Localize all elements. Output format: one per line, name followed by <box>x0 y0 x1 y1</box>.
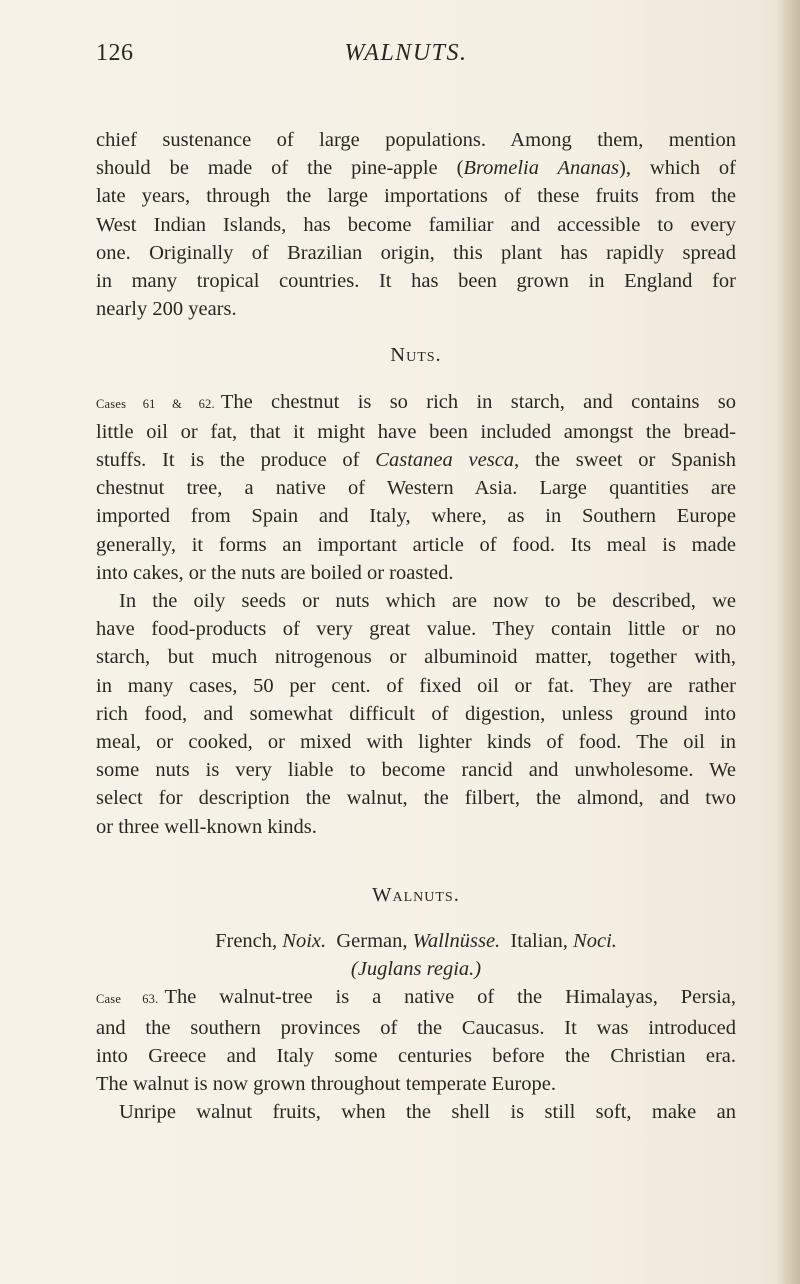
text-line: into Greece and Italy some centuries before the Christian era. <box>96 1044 736 1067</box>
text-line: In the oily seeds or nuts which are now to be described, we <box>119 590 736 613</box>
section-heading-nuts: Nuts. <box>390 344 442 367</box>
text-line: in many cases, 50 per cent. of fixed oil or fat. They are rather <box>96 674 736 697</box>
text-line: chief sustenance of large populations. Among them, mention <box>96 129 736 151</box>
text-span: The chestnut is so rich in starch, and contains so <box>220 390 736 413</box>
latin-name: Bromelia Ananas <box>463 157 620 180</box>
spacer <box>96 841 736 879</box>
french-name: Noix. <box>282 930 327 953</box>
text-line: one. Originally of Brazilian origin, this plant has rapidly spread <box>96 241 736 264</box>
text-line: nearly 200 years. <box>96 298 237 321</box>
text-line: generally, it forms an important article of food. Its meal is made <box>96 533 736 556</box>
text-line: The walnut is now grown throughout temperate Europe. <box>96 1073 556 1096</box>
latin-binomial: (Juglans regia.) <box>350 958 482 981</box>
running-title: WALNUTS. <box>344 40 468 66</box>
text-line: late years, through the large importations of these fruits from the <box>96 185 736 208</box>
latin-name: Castanea vesca, <box>375 449 520 472</box>
text-line <box>96 154 736 182</box>
text-line: imported from Spain and Italy, where, as in Southern Europe <box>96 505 736 528</box>
text-span: ), which of <box>619 157 736 180</box>
language-label: German, <box>336 930 413 953</box>
paragraph-walnut-tree <box>96 983 736 1126</box>
german-name: Wallnüsse. <box>412 930 501 953</box>
text-line <box>96 983 736 1013</box>
text-line <box>96 446 736 474</box>
case-reference: Cases 61 & 62. <box>96 396 215 411</box>
section-heading-walnuts: Walnuts. <box>372 883 460 906</box>
text-line: into cakes, or the nuts are boiled or roasted. <box>96 561 454 584</box>
text-line: rich food, and somewhat difficult of digestion, unless ground into <box>96 702 736 725</box>
text-span: stuffs. It is the produce of <box>96 449 376 472</box>
text-line: and the southern provinces of the Caucasus. It was introduced <box>96 1016 736 1039</box>
text-line: chestnut tree, a native of Western Asia. Large quantities are <box>96 477 736 500</box>
text-line <box>96 388 736 418</box>
page-body <box>96 126 736 1127</box>
paragraph-pineapple <box>96 126 736 323</box>
page-header <box>96 40 716 80</box>
text-line: in many tropical countries. It has been grown in England for <box>96 270 736 293</box>
spacer <box>96 323 736 339</box>
text-line: little oil or fat, that it might have been included amongst the bread- <box>96 420 736 443</box>
paragraph-chestnut <box>96 388 736 587</box>
text-span: should be made of the pine-apple ( <box>96 157 464 180</box>
text-line: select for description the walnut, the filbert, the almond, and two <box>96 787 736 810</box>
text-line: starch, but much nitrogenous or albuminoid matter, together with, <box>96 646 736 669</box>
text-line: or three well-known kinds. <box>96 815 317 838</box>
text-line: some nuts is very liable to become rancid and unwholesome. We <box>96 759 736 782</box>
language-label: French, <box>215 930 283 953</box>
text-span: The walnut-tree is a native of the Himalayas, Persia, <box>164 986 736 1009</box>
page-edge-shadow <box>778 0 800 1284</box>
language-label: Italian, <box>510 930 574 953</box>
text-line: Unripe walnut fruits, when the shell is still soft, make an <box>119 1101 736 1124</box>
paragraph-oily-seeds <box>96 587 736 841</box>
spacer <box>96 372 736 388</box>
text-line: West Indian Islands, has become familiar and accessible to every <box>96 213 736 236</box>
common-names-line <box>96 927 736 955</box>
page-number: 126 <box>96 40 134 66</box>
italian-name: Noci. <box>573 930 617 953</box>
text-line: have food-products of very great value. They contain little or no <box>96 618 736 641</box>
text-line: meal, or cooked, or mixed with lighter kinds of food. The oil in <box>96 731 736 754</box>
text-span: the sweet or Spanish <box>519 449 736 472</box>
spacer <box>96 911 736 927</box>
case-reference: Case 63. <box>96 992 159 1007</box>
